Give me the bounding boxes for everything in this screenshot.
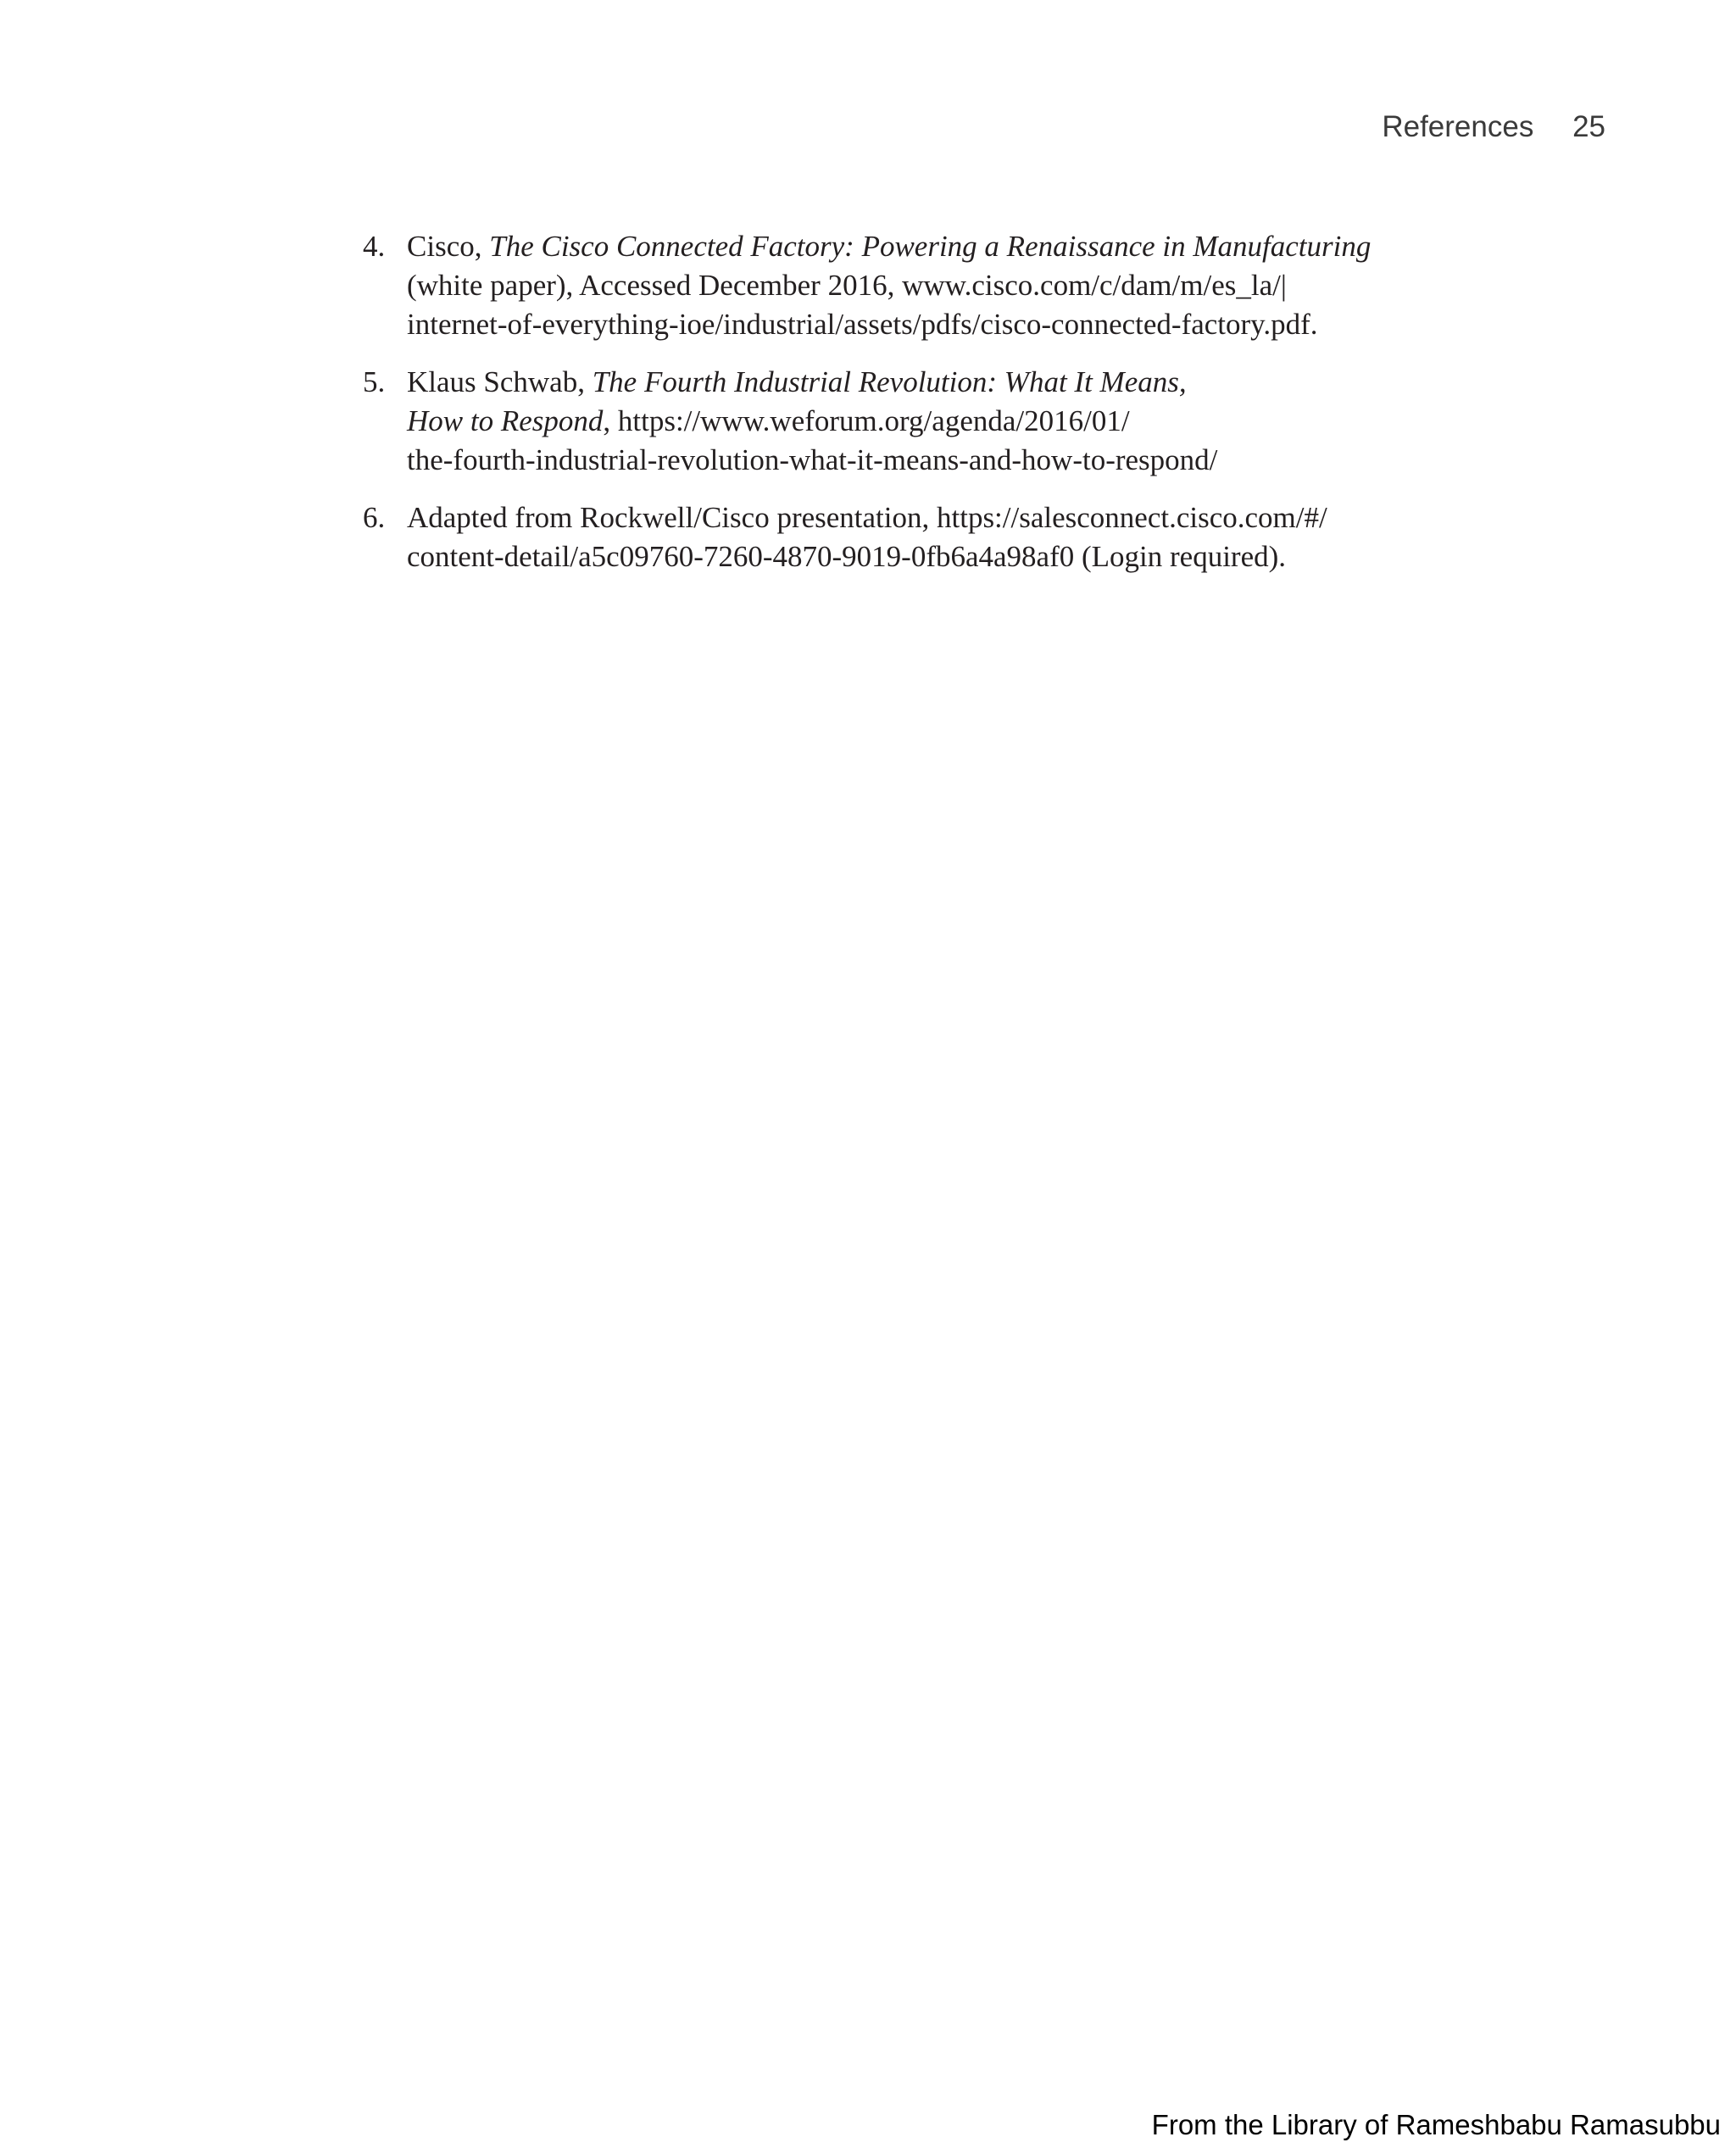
- reference-line: [407, 402, 1533, 441]
- reference-item: [363, 498, 1533, 576]
- reference-title-italic: The Cisco Connected Factory: Powering a Renaissance in Manufacturing: [489, 230, 1372, 263]
- reference-line: [407, 498, 1533, 537]
- reference-segment: Klaus Schwab,: [407, 365, 593, 398]
- reference-text: [407, 498, 1533, 576]
- reference-item: [363, 363, 1533, 480]
- reference-segment: , https://www.weforum.org/agenda/2016/01/: [603, 404, 1130, 437]
- reference-text: [407, 227, 1533, 344]
- page-number: 25: [1572, 110, 1605, 143]
- running-head: [1382, 110, 1605, 144]
- reference-text: [407, 363, 1533, 480]
- library-footer: From the Library of Rameshbabu Ramasubbu: [1151, 2109, 1721, 2140]
- reference-segment: Cisco,: [407, 230, 490, 263]
- reference-line: [407, 305, 1533, 344]
- reference-segment: content-detail/a5c09760-7260-4870-9019-0fb6a4a98af0 (Login required).: [407, 540, 1287, 573]
- reference-line: [407, 441, 1533, 480]
- reference-title-italic: How to Respond: [407, 404, 604, 437]
- reference-segment: Adapted from Rockwell/Cisco presentation, https://salesconnect.cisco.com/#/: [407, 501, 1327, 534]
- reference-title-italic: The Fourth Industrial Revolution: What It Means,: [592, 365, 1187, 398]
- reference-list: [363, 227, 1533, 595]
- reference-number: 4.: [363, 230, 386, 263]
- reference-number: 6.: [363, 501, 386, 534]
- reference-line: [407, 227, 1533, 266]
- reference-line: [407, 363, 1533, 402]
- reference-line: [407, 537, 1533, 576]
- reference-segment: the-fourth-industrial-revolution-what-it-means-and-how-to-respond/: [407, 443, 1218, 476]
- section-title: References: [1382, 110, 1534, 143]
- reference-item: [363, 227, 1533, 344]
- reference-line: [407, 266, 1533, 305]
- reference-segment: internet-of-everything-ioe/industrial/assets/pdfs/cisco-connected-factory.pdf.: [407, 308, 1318, 341]
- reference-segment: (white paper), Accessed December 2016, www.cisco.com/c/dam/m/es_la/|: [407, 269, 1287, 302]
- reference-number: 5.: [363, 365, 386, 398]
